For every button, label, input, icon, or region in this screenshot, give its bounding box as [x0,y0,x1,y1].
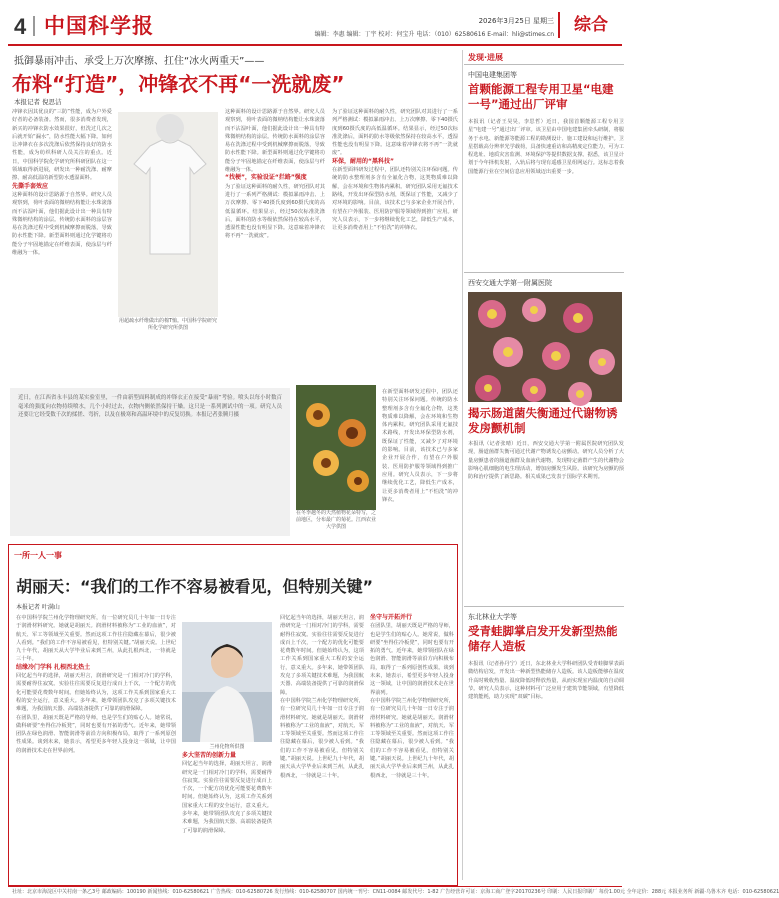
subhead-2: “找梗”，实验设证“拦路”强度 [225,174,307,182]
header-divider [33,16,35,36]
article-column-4: 在新型面料研发过程中，团队还特别关注环保问题。传统的防水整理剂多含有全氟化合物，这类物质难以降解，会在环境和生物体内累积。研究团队采用无氟技术路线，开发出环保型防水剂，既保证了性能，又减少了对环境的影响。目前，该技术已与多家企业开展合作，有望在户外服装、医用防护服等领域得到推广应用。研究人员表示，下一步将继续优化工艺，降低生产成本，让更多消费者用上“不怕洗”的冲锋衣。 [382,389,458,503]
a1-body: 本报讯（记者王昊昊，李思哲）近日，我国首颗能源工程专用卫星“电建一号”通过出厂评审。该卫星由中国电建集团牵头研制，将服务于水电、新能源等能源工程的勘测设计、施工建设和运行维护。卫星搭载高分辨率光学载荷，具备快速重访和高精度定位能力，可为工程选址、地质灾害监测、环境保护等提供数据支撑。据悉，该卫星计划于今年择机发射，入轨后将与现有遥感卫星组网运行。这标志着我国能源行业在空间信息应用领域迈出重要一步。 [468,119,624,175]
page-footer: 社址：北京市海淀区中关村南一条乙3号 邮政编码：100190 新闻热线：010-62580621 广告热线：010-62580726 发行热线：010-62580707 国内统一刊号：CN11-0084 邮发代号：1-82 广告经营许可证：京海工商广登字20170236号 印刷：人民日报印刷厂 每份1.00元 全年定价：288元 本报业务所 新疆·乌鲁木齐 电话：010-62580621 [8,886,622,898]
feature-tag: 一所一人一事 [14,551,62,560]
right-rule-3 [464,606,624,607]
feature-byline: 本报记者 叶满山 [16,604,60,611]
date-line: 2026年3月25日 星期三 [478,17,554,25]
flower-photo [296,385,376,510]
right-rule-2 [464,272,624,273]
flower-cluster-photo [468,292,622,402]
right-section-label: 发现·进展 [468,53,504,62]
a2-title: 揭示肠道菌失衡通过代谢物诱发房颤机制 [468,406,618,435]
portrait-caption: 兰州化物所供图 [209,744,245,750]
tshirt-illustration [130,138,210,258]
portrait-photo [182,622,272,742]
article-column-1: 冲锋衣因其优良的“三防”性能，成为户外爱好者的必备装备。然而，很多消费者发现，新买的冲锋衣防水效果很好，但洗过几次之后就开始“漏水”，防水性能大幅下降。如何让冲锋衣在多次洗涤后依然保持良好的防水性能，成为纺织科研人员关注的重点。近日，中国科学院化学研究所科研团队在这一领域取得新进展，研发出一种耐洗涤、耐摩擦、耐高低温的新型防水透湿面料。 先撕手套效应 这种面料的设计思路源于自然界。研究人员观察到，荷叶表面的微纳结构能让水珠滚落而不沾湿叶面，他们据此设计出一种具有特殊微纳结构的涂层。传统防水面料的涂层容易在洗涤过程中受到机械摩擦而脱落，导致防水性能下降。新型面料则通过化学键将功能分子牢固地锚定在纤维表面，使涂层与纤维融为一体。 [12,109,112,257]
a3-title: 受青蛙脚掌启发开发新型热能储存人造板 [468,624,618,653]
feature-column-2: 多大坚苦的创新力量 回忆起当年的选择，胡丽天坦言，润滑研究是一门相对冷门的学科，需要耐得住寂寞。实验往往需要反复进行成百上千次，一个配方的优化可能要花费数年时间。但她始终认为，这项工作关系到国家重大工程的安全运行，意义重大。多年来，她带领团队攻克了多项关键技术难题，为我国航天器、高端装备提供了可靠的润滑保障。 [182,752,272,834]
page-number: 4 [14,14,27,39]
feature-subhead-3: 坐守与开拓并行 [370,614,413,621]
editor-note-box [10,388,290,536]
flower-caption: 在冬季越冬的天然植物花朵特写，之前地区，分布最广的菊花。江西农业大学供图 [296,510,377,530]
feature-subhead-2: 多大坚苦的创新力量 [182,752,237,759]
a3-org: 东北林业大学等 [468,613,517,621]
right-rule-1 [464,64,624,65]
section-label: 综合 [558,12,622,38]
feature-column-1: 在中国科学院兰州化学物理研究所，有一位研究员几十年如一日专注于润滑材料研究。她就是胡丽天。润滑材料被称为“工业的血液”，对航天、军工等领域至关重要。然而这项工作往往隐藏在幕后，很少被人看到。“我们的工作不容易被看见，但特别关键。”胡丽天说。上世纪九十年代，胡丽天从大学毕业后来到兰州，从此扎根西北，一待就是三十年。 结缘冷门学科 扎根西北热土 回忆起当年的选择，胡丽天坦言，润滑研究是一门相对冷门的学科，需要耐得住寂寞。实验往往需要反复进行成百上千次，一个配方的优化可能要花费数年时间。但她始终认为，这项工作关系到国家重大工程的安全运行，意义重大。多年来，她带领团队攻克了多项关键技术难题，为我国航天器、高端装备提供了可靠的润滑保障。 在团队里，胡丽天既是严格的导师，也是学生们的贴心人。她常说，做科研要“坐得住冷板凳”，同时也要有开拓的勇气。近年来，她带领团队在绿色润滑、智能润滑等前沿方向积极布局，取得了一系列原创性成果。谈到未来，她表示，希望更多年轻人投身这一领域，让中国的润滑技术走在世界前列。 [16,615,176,754]
article-byline: 本报记者 倪思洁 [14,98,62,106]
masthead-logo: 中国科学报 [44,13,154,38]
column-divider [462,50,463,880]
article-column-2: 这种面料的设计思路源于自然界。研究人员观察到，荷叶表面的微纳结构能让水珠滚落而不沾湿叶面，他们据此设计出一种具有特殊微纳结构的涂层。传统防水面料的涂层容易在洗涤过程中受到机械摩擦而脱落，导致防水性能下降。新型面料则通过化学键将功能分子牢固地锚定在纤维表面，使涂层与纤维融为一体。 “找梗”，实验设证“拦路”强度 为了验证这种面料的耐久性，研究团队对其进行了一系列严格测试：模拟暴雨冲击、上万次摩擦、零下40摄氏度到60摄氏度的高低温循环。结果显示，经过50次标准洗涤后，面料的防水等级依然保持在较高水平，透湿性能也没有明显下降。这意味着冲锋衣将不再“一洗就废”。 [225,109,325,240]
header-rule [8,44,622,46]
editor-note-text: 近日，在江西省永丰县的某实验室里，一件由新型面料制成的冲锋衣正在接受“暴雨”考验。喷头以每小时数百毫米的强度向衣物持续喷水，几个小时过去，衣物内侧依然保持干燥。这只是一系列测试中的一项。研究人员还要让它经受数千次的揉搓、弯折，以及在极寒和高温环境中的反复切换。本报记者张腾月摄 [18,395,282,419]
subhead-1: 先撕手套效应 [12,182,49,190]
a1-title: 首颗能源工程专用卫星“电建一号”通过出厂评审 [468,82,614,111]
feature-subhead-1: 结缘冷门学科 扎根西北热土 [16,663,91,671]
a3-body: 本报讯（记者孙丹宁）近日，东北林业大学科研团队受青蛙脚掌表面微结构启发，开发出一种新型热能储存人造板。该人造板能够在温度升高时吸收热量、温度降低时释放热量，从而实现室内温度的自动调节。研究人员表示，这种材料可广泛应用于建筑节能领域，有望降低建筑能耗，助力实现“双碳”目标。 [468,661,624,701]
a2-org: 西安交通大学第一附属医院 [468,279,552,287]
a2-body: 本报讯（记者张晴）近日，西安交通大学第一附属医院研究团队发现，肠道菌群失衡可通过代谢产物诱发心房颤动。研究人员分析了大量房颤患者的肠道菌群及血液代谢物，发现特定菌群产生的代谢物会影响心肌细胞的电生理活动，增加房颤发生风险。该研究为房颤的预防和治疗提供了新思路。相关成果已发表于国际学术期刊。 [468,441,624,481]
shirt-photo [118,112,218,317]
article-column-3: 为了验证这种面料的耐久性，研究团队对其进行了一系列严格测试：模拟暴雨冲击、上万次摩擦、零下40摄氏度到60摄氏度的高低温循环。结果显示，经过50次标准洗涤后，面料的防水等级依然保持在较高水平，透湿性能也没有明显下降。这意味着冲锋衣将不再“一洗就废”。 环保，耐用的“黑科技” 在新型面料研发过程中，团队还特别关注环保问题。传统的防水整理剂多含有全氟化合物，这类物质难以降解，会在环境和生物体内累积。研究团队采用无氟技术路线，开发出环保型防水剂，既保证了性能，又减少了对环境的影响。目前，该技术已与多家企业开展合作，有望在户外服装、医用防护服等领域得到推广应用。研究人员表示，下一步将继续优化工艺，降低生产成本，让更多消费者用上“不怕洗”的冲锋衣。 [332,109,458,232]
editor-line: 编辑：李惠 编辑：丁宇 校对：何宝升 电话：（010）62580616 E-mail：hli@stimes.cn [314,31,554,38]
feature-headline: 胡丽天：“我们的工作不容易被看见，但特别关键” [16,577,374,596]
feature-column-4: 坐守与开拓并行 在团队里，胡丽天既是严格的导师，也是学生们的贴心人。她常说，做科研要“坐得住冷板凳”，同时也要有开拓的勇气。近年来，她带领团队在绿色润滑、智能润滑等前沿方向积极布局，取得了一系列原创性成果。谈到未来，她表示，希望更多年轻人投身这一领域，让中国的润滑技术走在世界前列。 在中国科学院兰州化学物理研究所，有一位研究员几十年如一日专注于润滑材料研究。她就是胡丽天。润滑材料被称为“工业的血液”，对航天、军工等领域至关重要。然而这项工作往往隐藏在幕后，很少被人看到。“我们的工作不容易被看见，但特别关键。”胡丽天说。上世纪九十年代，胡丽天从大学毕业后来到兰州，从此扎根西北，一待就是三十年。 [370,614,454,779]
flower-illustration [296,385,376,510]
article-kicker: 抵御暴雨冲击、承受上万次摩擦、扛住“冰火两重天”—— [14,56,265,67]
feature-column-3: 回忆起当年的选择，胡丽天坦言，润滑研究是一门相对冷门的学科，需要耐得住寂寞。实验往往需要反复进行成百上千次，一个配方的优化可能要花费数年时间。但她始终认为，这项工作关系到国家重大工程的安全运行，意义重大。多年来，她带领团队攻克了多项关键技术难题，为我国航天器、高端装备提供了可靠的润滑保障。 在中国科学院兰州化学物理研究所，有一位研究员几十年如一日专注于润滑材料研究。她就是胡丽天。润滑材料被称为“工业的血液”，对航天、军工等领域至关重要。然而这项工作往往隐藏在幕后，很少被人看到。“我们的工作不容易被看见，但特别关键。”胡丽天说。上世纪九十年代，胡丽天从大学毕业后来到兰州，从此扎根西北，一待就是三十年。 [280,615,364,779]
a1-org: 中国电建集团等 [468,71,517,79]
page-header [0,0,630,46]
person-portrait [182,622,272,742]
shirt-caption: 用超疏水纤维做出的棉T恤。中国科学院研究所化学研究所供图 [118,318,218,331]
subhead-3: 环保，耐用的“黑科技” [332,157,394,165]
article-headline: 布料“打造”，冲锋衣不再“一洗就废” [12,72,345,96]
